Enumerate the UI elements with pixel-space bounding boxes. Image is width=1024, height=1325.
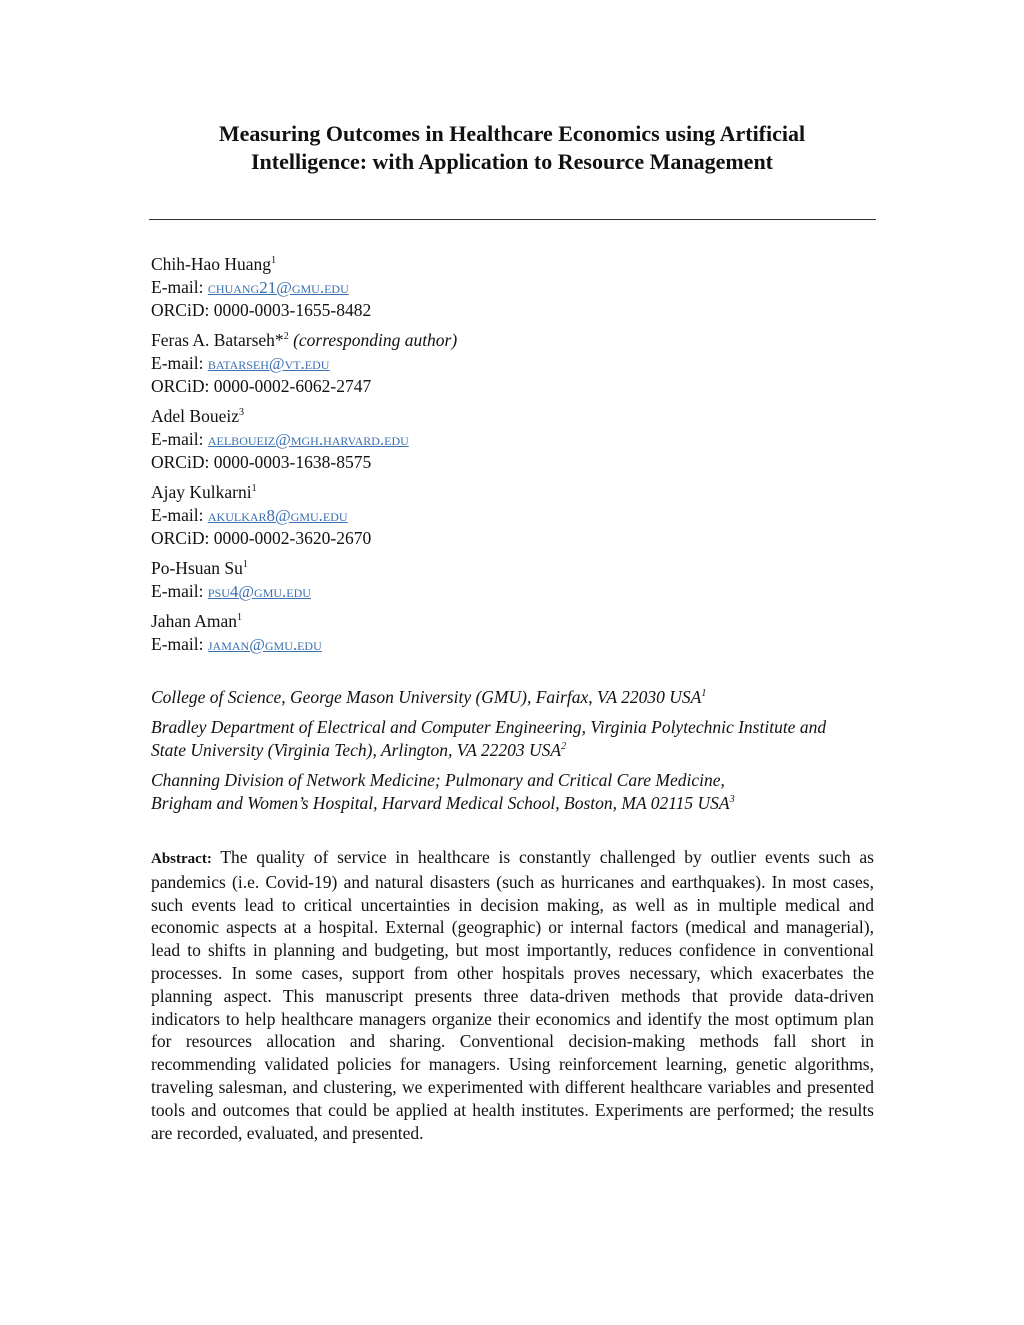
author-name-line bbox=[151, 610, 875, 633]
email-label: E-mail: bbox=[151, 277, 208, 297]
abstract-label: Abstract: bbox=[151, 851, 212, 867]
author-affiliation-sup: 1 bbox=[271, 255, 277, 266]
affiliation-sup: 1 bbox=[701, 688, 707, 699]
author-affiliation-sup: 1 bbox=[251, 483, 257, 494]
author-entry bbox=[151, 329, 875, 398]
author-name: Adel Boueiz bbox=[151, 406, 239, 426]
author-name: Po-Hsuan Su bbox=[151, 558, 243, 578]
author-orcid: ORCiD: 0000-0003-1655-8482 bbox=[151, 300, 372, 320]
affiliation-line: Channing Division of Network Medicine; Pulmonary and Critical Care Medicine, bbox=[151, 770, 725, 790]
author-entry bbox=[151, 253, 875, 322]
author-list bbox=[151, 253, 875, 663]
affiliation-text: Brigham and Women’s Hospital, Harvard Medical School, Boston, MA 02115 USA bbox=[151, 793, 730, 813]
author-name: Jahan Aman bbox=[151, 611, 238, 631]
author-email-line bbox=[151, 276, 875, 299]
author-affiliation-sup: 2 bbox=[283, 331, 289, 342]
author-name-line bbox=[151, 557, 875, 580]
affiliation-line bbox=[151, 792, 875, 815]
author-orcid: ORCiD: 0000-0002-3620-2670 bbox=[151, 528, 372, 548]
author-name-line bbox=[151, 329, 875, 352]
author-entry bbox=[151, 481, 875, 550]
author-orcid: ORCiD: 0000-0002-6062-2747 bbox=[151, 376, 372, 396]
author-email-line bbox=[151, 428, 875, 451]
affiliation-entry bbox=[151, 769, 875, 815]
author-email-line bbox=[151, 352, 875, 375]
abstract-text: The quality of service in healthcare is constantly challenged by outlier events such as pandemics (i.e. Covid-19) and natural disasters (such as hurricanes and earthquakes). In most cases, such events lead to critical uncertainties in decision making, as well as in multiple medical and economic aspects at a hospital. External (geographic) or internal factors (medical and managerial), lead to shifts in planning and budgeting, but most importantly, reduces confidence in conventional processes. In some cases, support from other hospitals proves necessary, which exacerbates the planning aspect. This manuscript presents three data-driven methods that provide data-driven indicators to help healthcare managers organize their economics and identify the most optimum plan for resources allocation and sharing. Conventional decision-making methods fall short in recommending validated policies for managers. Using reinforcement learning, genetic algorithms, traveling salesman, and clustering, we experimented with different healthcare variables and presented tools and outcomes that could be applied at health institutes. Experiments are performed; the results are recorded, evaluated, and presented. bbox=[151, 847, 874, 1143]
author-entry bbox=[151, 405, 875, 474]
affiliation-sup: 3 bbox=[729, 794, 735, 805]
title-line-2: Intelligence: with Application to Resource Management bbox=[250, 149, 774, 174]
author-affiliation-sup: 3 bbox=[238, 407, 244, 418]
author-email-link[interactable]: aelboueiz@mgh.harvard.edu bbox=[207, 430, 409, 449]
author-email-link[interactable]: akulkar8@gmu.edu bbox=[207, 506, 348, 525]
author-affiliation-sup: 1 bbox=[237, 612, 243, 623]
author-name: Feras A. Batarseh* bbox=[151, 330, 284, 350]
affiliation-text: College of Science, George Mason University (GMU), Fairfax, VA 22030 USA bbox=[151, 687, 702, 707]
affiliation-line bbox=[151, 739, 875, 762]
author-name-line bbox=[151, 253, 875, 276]
author-email-link[interactable]: psu4@gmu.edu bbox=[207, 582, 311, 601]
author-affiliation-sup: 1 bbox=[242, 559, 248, 570]
corresponding-author-note: (corresponding author) bbox=[293, 330, 458, 350]
author-entry bbox=[151, 557, 875, 603]
author-entry bbox=[151, 610, 875, 656]
affiliation-list bbox=[151, 686, 875, 822]
author-name-line bbox=[151, 481, 875, 504]
author-email-line bbox=[151, 504, 875, 527]
author-email-link[interactable]: chuang21@gmu.edu bbox=[207, 278, 349, 297]
email-label: E-mail: bbox=[151, 429, 208, 449]
author-email-link[interactable]: jaman@gmu.edu bbox=[207, 635, 322, 654]
author-name: Ajay Kulkarni bbox=[151, 482, 252, 502]
email-label: E-mail: bbox=[151, 581, 208, 601]
paper-title bbox=[150, 120, 874, 176]
email-label: E-mail: bbox=[151, 505, 208, 525]
author-email-line bbox=[151, 580, 875, 603]
author-email-line bbox=[151, 633, 875, 656]
affiliation-line: Bradley Department of Electrical and Computer Engineering, Virginia Polytechnic Institute and bbox=[151, 717, 827, 737]
affiliation-text: State University (Virginia Tech), Arlington, VA 22203 USA bbox=[151, 740, 562, 760]
affiliation-sup: 2 bbox=[561, 741, 567, 752]
title-divider bbox=[149, 219, 876, 220]
title-line-1: Measuring Outcomes in Healthcare Economics using Artificial bbox=[218, 121, 806, 146]
author-orcid: ORCiD: 0000-0003-1638-8575 bbox=[151, 452, 372, 472]
email-label: E-mail: bbox=[151, 634, 208, 654]
author-email-link[interactable]: batarseh@vt.edu bbox=[207, 354, 330, 373]
affiliation-entry bbox=[151, 686, 875, 709]
affiliation-entry bbox=[151, 716, 875, 762]
email-label: E-mail: bbox=[151, 353, 208, 373]
abstract bbox=[151, 846, 874, 1144]
author-name: Chih-Hao Huang bbox=[151, 254, 272, 274]
author-name-line bbox=[151, 405, 875, 428]
affiliation-line bbox=[151, 686, 875, 709]
